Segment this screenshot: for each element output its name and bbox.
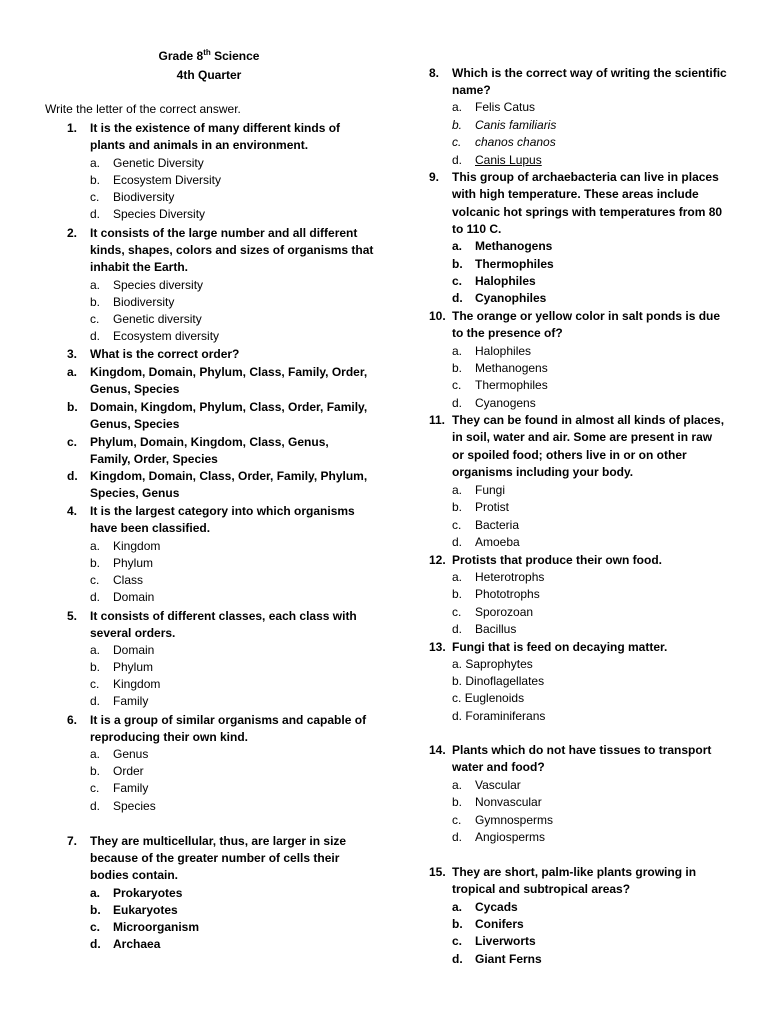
choice-letter: c. [452,378,462,392]
choice-letter: d. [452,291,463,305]
choice-item: d. Foraminiferans [452,709,546,723]
choice-letter: a. [452,239,463,253]
choice-text: Giant Ferns [475,952,542,966]
question-number: 14. [429,743,446,757]
question-text: to the presence of? [452,326,563,340]
question-text: several orders. [90,626,176,640]
question-text: Fungi that is feed on decaying matter. [452,640,668,654]
question-text: It consists of different classes, each class with [90,609,357,623]
choice-text: Kingdom [113,539,161,553]
choice-letter: c. [90,920,101,934]
question-number: 5. [67,609,78,623]
choice-letter: c. [90,781,100,795]
choice-letter: a. [90,643,101,657]
instructions: Write the letter of the correct answer. [45,102,241,116]
choice-letter: c. [452,135,462,149]
question-number: 10. [429,309,446,323]
choice-text: Sporozoan [475,605,534,619]
choice-text: Vascular [475,778,521,792]
choice-letter: d. [90,207,101,221]
choice-text: Phototrophs [475,587,540,601]
question-text: It is a group of similar organisms and capable of [90,713,367,727]
choice-letter: d. [67,469,78,483]
question-text: tropical and subtropical areas? [452,882,631,896]
choice-text: Biodiversity [113,295,175,309]
choice-text: Family [113,781,149,795]
question-text: Which is the correct way of writing the scientific [452,66,727,80]
choice-letter: b. [452,917,463,931]
choice-letter: a. [90,539,101,553]
choice-letter: b. [90,764,101,778]
choice-letter: c. [452,605,462,619]
question-number: 7. [67,834,78,848]
question-text: This group of archaebacteria can live in places [452,170,719,184]
worksheet-title: Grade 8th Science [158,48,260,63]
choice-letter: b. [90,295,101,309]
choice-text: Species Diversity [113,207,206,221]
choice-letter: d. [452,153,463,167]
choice-letter: b. [90,556,101,570]
choice-letter: d. [90,329,101,343]
choice-text: Bacillus [475,622,517,636]
question-text: organisms including your body. [452,465,634,479]
question-text: have been classified. [90,521,211,535]
choice-letter: b. [452,587,463,601]
question-text: to 110 C. [452,222,502,236]
choice-letter: a. [452,483,463,497]
choice-letter: b. [452,361,463,375]
choice-text: Domain, Kingdom, Phylum, Class, Order, Family, [90,400,368,414]
choice-text: Phylum, Domain, Kingdom, Class, Genus, [90,435,329,449]
question-text: water and food? [452,760,545,774]
choice-letter: d. [452,622,463,636]
choice-letter: a. [90,886,101,900]
question-number: 1. [67,121,78,135]
choice-letter: b. [90,660,101,674]
choice-text: Genetic diversity [113,312,202,326]
question-number: 2. [67,226,78,240]
choice-text: Species [113,799,156,813]
question-text: They are multicellular, thus, are larger in size [90,834,347,848]
choice-text: Prokaryotes [113,886,183,900]
question-number: 6. [67,713,78,727]
choice-letter: d. [90,937,101,951]
choice-text: Fungi [475,483,506,497]
question-number: 15. [429,865,446,879]
choice-letter: a. [452,344,463,358]
choice-letter: d. [452,535,463,549]
choice-letter: a. [452,100,463,114]
choice-letter: a. [90,278,101,292]
question-number: 4. [67,504,78,518]
choice-text: Genus, Species [90,417,180,431]
choice-letter: b. [452,118,463,132]
choice-text: Amoeba [475,535,520,549]
choice-text: Ecosystem Diversity [113,173,222,187]
question-text: inhabit the Earth. [90,260,189,274]
choice-item: c. Euglenoids [452,691,525,705]
choice-letter: d. [452,830,463,844]
question-text: bodies contain. [90,868,179,882]
question-text: It is the largest category into which organisms [90,504,355,518]
choice-letter: b. [90,903,101,917]
question-text: What is the correct order? [90,347,240,361]
choice-text: Liverworts [475,934,536,948]
choice-text: Protist [475,500,510,514]
choice-text: Heterotrophs [475,570,545,584]
question-number: 9. [429,170,440,184]
choice-letter: a. [452,778,463,792]
choice-letter: a. [90,156,101,170]
choice-text: Domain [113,590,155,604]
choice-text: Methanogens [475,361,548,375]
choice-text: Family, Order, Species [90,452,218,466]
question-number: 12. [429,553,446,567]
choice-text: Halophiles [475,274,536,288]
choice-text: chanos chanos [475,135,556,149]
question-text: reproducing their own kind. [90,730,249,744]
choice-text: Phylum [113,660,154,674]
choice-text: Kingdom [113,677,161,691]
choice-letter: d. [452,952,463,966]
question-text: name? [452,83,491,97]
choice-text: Felis Catus [475,100,536,114]
choice-text: Biodiversity [113,190,175,204]
choice-item: a. Saprophytes [452,657,533,671]
question-text: kinds, shapes, colors and sizes of organisms that [90,243,374,257]
choice-text: Species diversity [113,278,204,292]
question-number: 11. [429,413,446,427]
choice-text: Cycads [475,900,518,914]
choice-letter: b. [452,795,463,809]
choice-letter: a. [90,747,101,761]
choice-text: Gymnosperms [475,813,554,827]
choice-letter: a. [452,570,463,584]
choice-text: Microorganism [113,920,200,934]
choice-text: Genus [113,747,149,761]
choice-letter: c. [90,677,100,691]
question-text: with high temperature. These areas include [452,187,699,201]
question-text: The orange or yellow color in salt ponds is due [452,309,721,323]
choice-text: Nonvascular [475,795,542,809]
choice-text: Thermophiles [475,378,548,392]
choice-text: Order [113,764,144,778]
question-text: It is the existence of many different kinds of [90,121,341,135]
choice-text: Genetic Diversity [113,156,204,170]
choice-letter: c. [90,312,100,326]
choice-text: Kingdom, Domain, Class, Order, Family, Phylum, [90,469,368,483]
choice-letter: b. [452,257,463,271]
choice-text: Family [113,694,149,708]
choice-letter: d. [90,694,101,708]
choice-letter: a. [67,365,78,379]
choice-letter: a. [452,900,463,914]
choice-text: Conifers [475,917,524,931]
choice-letter: b. [67,400,78,414]
question-text: It consists of the large number and all different [90,226,358,240]
choice-letter: c. [452,934,463,948]
question-text: in soil, water and air. Some are present in raw [452,430,713,444]
choice-letter: c. [452,518,462,532]
quarter-subtitle: 4th Quarter [176,68,242,82]
choice-text: Archaea [113,937,161,951]
choice-text: Methanogens [475,239,553,253]
choice-text: Halophiles [475,344,532,358]
choice-text: Species, Genus [90,486,180,500]
choice-text: Bacteria [475,518,520,532]
question-text: They are short, palm-like plants growing in [452,865,697,879]
choice-letter: d. [90,590,101,604]
choice-text: Canis Lupus [475,153,542,167]
choice-text: Eukaryotes [113,903,178,917]
question-number: 13. [429,640,446,654]
choice-text: Genus, Species [90,382,180,396]
choice-letter: c. [90,190,100,204]
choice-text: Canis familiaris [475,118,557,132]
question-text: Protists that produce their own food. [452,553,662,567]
choice-letter: c. [67,435,78,449]
choice-letter: c. [90,573,100,587]
choice-letter: d. [90,799,101,813]
choice-text: Class [113,573,144,587]
choice-text: Domain [113,643,155,657]
choice-text: Thermophiles [475,257,554,271]
choice-text: Cyanophiles [475,291,547,305]
question-text: because of the greater number of cells their [90,851,340,865]
choice-letter: c. [452,813,462,827]
choice-letter: b. [90,173,101,187]
question-text: or spoiled food; others live in or on other [452,448,687,462]
choice-letter: b. [452,500,463,514]
question-number: 8. [429,66,440,80]
choice-text: Kingdom, Domain, Phylum, Class, Family, Order, [90,365,368,379]
choice-text: Angiosperms [475,830,546,844]
choice-letter: d. [452,396,463,410]
choice-text: Cyanogens [475,396,536,410]
question-text: volcanic hot springs with temperatures from 80 [452,205,723,219]
choice-text: Ecosystem diversity [113,329,220,343]
question-number: 3. [67,347,78,361]
question-text: Plants which do not have tissues to transport [452,743,712,757]
choice-letter: c. [452,274,463,288]
question-text: plants and animals in an environment. [90,138,309,152]
choice-text: Phylum [113,556,154,570]
question-text: They can be found in almost all kinds of places, [452,413,725,427]
choice-item: b. Dinoflagellates [452,674,545,688]
